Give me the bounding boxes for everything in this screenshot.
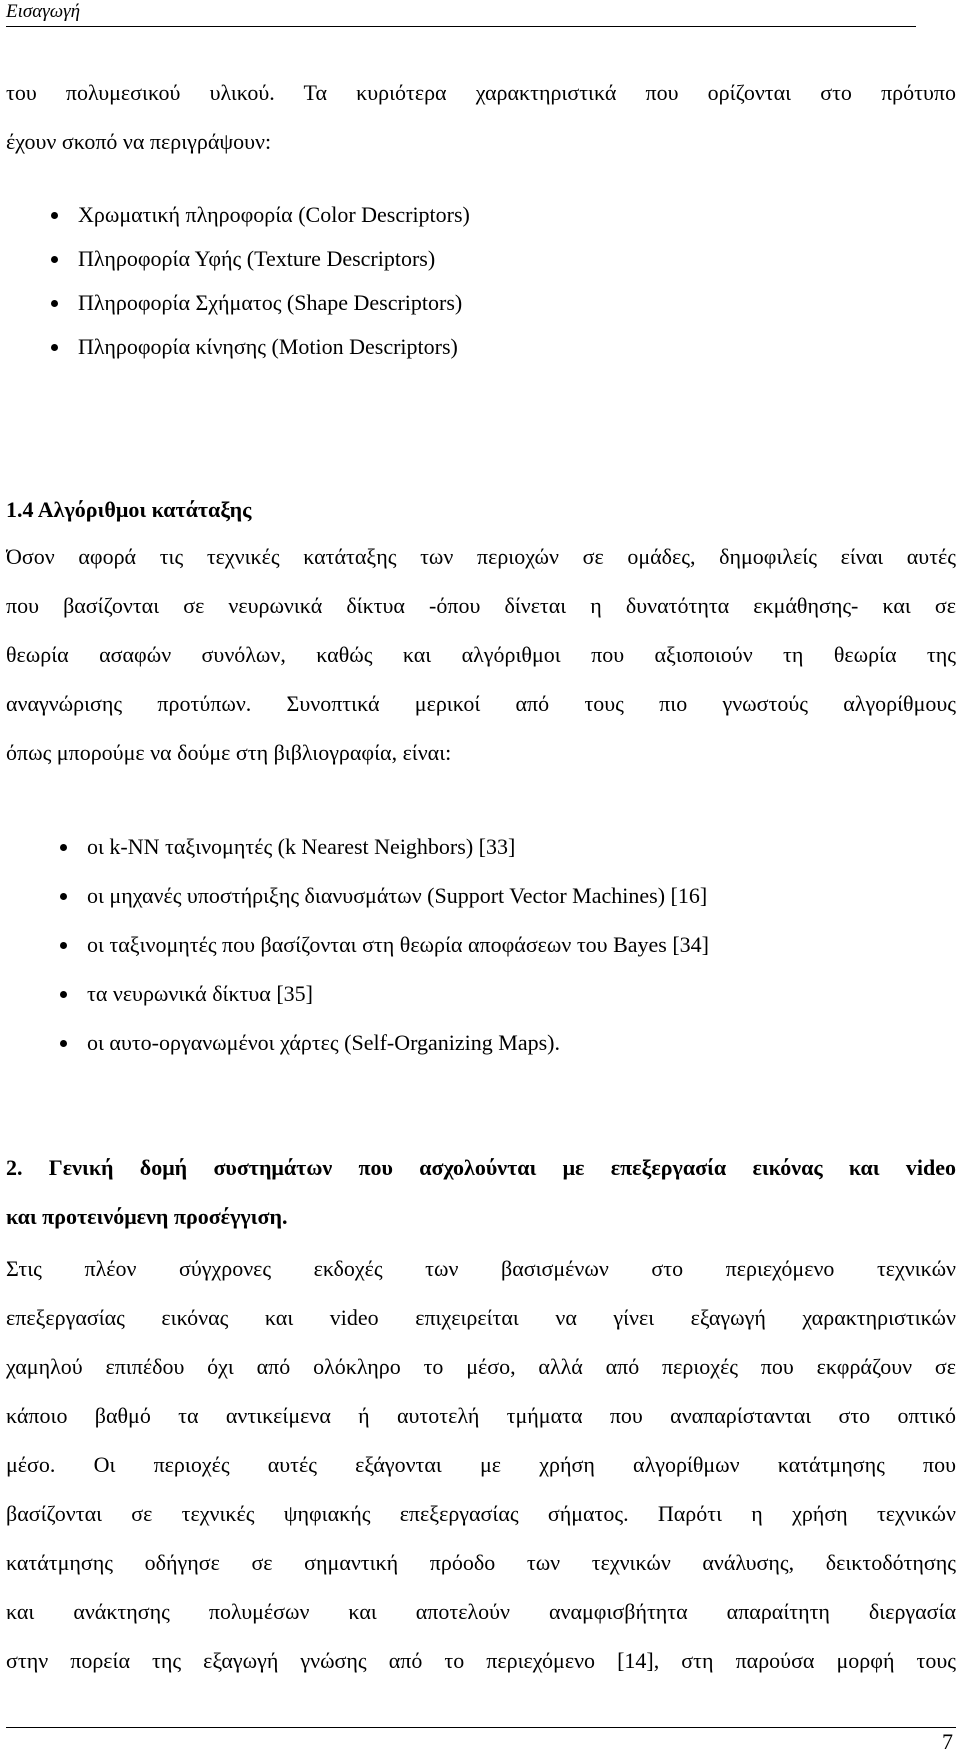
list-item-text: οι k-NN ταξινομητές (k Nearest Neighbors) [33]: [87, 834, 516, 859]
text-line: βασίζονται σε τεχνικές ψηφιακής επεξεργασίας σήματος. Παρότι η χρήση τεχνικών: [6, 1501, 956, 1526]
list-item-text: οι αυτο-οργανωμένοι χάρτες (Self-Organizing Maps).: [87, 1030, 561, 1055]
section-1-4-paragraph: [6, 532, 956, 777]
list-item: [78, 193, 470, 237]
bullet-icon: [51, 212, 58, 219]
list-item-text: Πληροφορία κίνησης (Motion Descriptors): [78, 334, 458, 359]
list-item-text: Χρωματική πληροφορία (Color Descriptors): [78, 202, 470, 227]
list-item-text: Πληροφορία Υφής (Texture Descriptors): [78, 246, 436, 271]
text-line: κάποιο βαθμό τα αντικείμενα ή αυτοτελή τμήματα που αναπαρίστανται στο οπτικό: [6, 1403, 956, 1428]
algorithm-list: [87, 822, 709, 1067]
list-item-text: τα νευρωνικά δίκτυα [35]: [87, 981, 313, 1006]
running-title: Εισαγωγή: [6, 1, 81, 22]
text-line: θεωρία ασαφών συνόλων, καθώς και αλγόριθμοι που αξιοποιούν τη θεωρία της: [6, 642, 956, 667]
bullet-icon: [60, 942, 67, 949]
descriptor-list: [78, 193, 470, 369]
text-line: Στις πλέον σύγχρονες εκδοχές των βασισμένων στο περιεχόμενο τεχνικών: [6, 1256, 956, 1281]
section-heading: 2. Γενική δομή συστημάτων που ασχολούνται με επεξεργασία εικόνας και video: [6, 1155, 956, 1180]
intro-paragraph: [6, 68, 956, 166]
text-line: που βασίζονται σε νευρωνικά δίκτυα -όπου δίνεται η δυνατότητα εκμάθησης- και σε: [6, 593, 956, 618]
text-line: μέσο. Οι περιοχές αυτές εξάγονται με χρήση αλγορίθμων κατάτμησης που: [6, 1452, 956, 1477]
bullet-icon: [51, 344, 58, 351]
list-item-text: οι μηχανές υποστήριξης διανυσμάτων (Support Vector Machines) [16]: [87, 883, 708, 908]
list-item: [87, 969, 709, 1018]
text-line: στην πορεία της εξαγωγή γνώσης από το περιεχόμενο [14], στη παρούσα μορφή τους: [6, 1648, 956, 1673]
bullet-icon: [60, 991, 67, 998]
footer-rule: [6, 1727, 956, 1728]
page-number: 7: [942, 1729, 953, 1754]
list-item-text: οι ταξινομητές που βασίζονται στη θεωρία αποφάσεων του Bayes [34]: [87, 932, 709, 957]
text-line: κατάτμησης οδήγησε σε σημαντική πρόοδο των τεχνικών ανάλυσης, δεικτοδότησης: [6, 1550, 956, 1575]
section-heading: 1.4 Αλγόριθμοι κατάταξης: [6, 497, 252, 522]
section-2-paragraph: [6, 1244, 956, 1685]
text-line: αναγνώρισης προτύπων. Συνοπτικά μερικοί από τους πιο γνωστούς αλγορίθμους: [6, 691, 956, 716]
section-2: [6, 1143, 956, 1685]
list-item: [87, 871, 709, 920]
list-item-text: Πληροφορία Σχήματος (Shape Descriptors): [78, 290, 463, 315]
text-line: επεξεργασίας εικόνας και video επιχειρείται να γίνει εξαγωγή χαρακτηριστικών: [6, 1305, 956, 1330]
list-item: [87, 1018, 709, 1067]
list-item: [78, 281, 470, 325]
text-line: του πολυμεσικού υλικού. Τα κυριότερα χαρακτηριστικά που ορίζονται στο πρότυπο: [6, 80, 956, 105]
bullet-icon: [51, 256, 58, 263]
section-heading-continued: και προτεινόμενη προσέγγιση.: [6, 1204, 288, 1229]
list-item: [87, 822, 709, 871]
bullet-icon: [51, 300, 58, 307]
list-item: [78, 325, 470, 369]
list-item: [78, 237, 470, 281]
text-line: όπως μπορούμε να δούμε στη βιβλιογραφία, είναι:: [6, 740, 452, 765]
text-line: χαμηλού επιπέδου όχι από ολόκληρο το μέσο, αλλά από περιοχές που εκφράζουν σε: [6, 1354, 956, 1379]
section-1-4: [6, 488, 956, 777]
bullet-icon: [60, 1040, 67, 1047]
running-header: [6, 0, 916, 27]
bullet-icon: [60, 844, 67, 851]
bullet-icon: [60, 893, 67, 900]
text-line: έχουν σκοπό να περιγράψουν:: [6, 129, 272, 154]
text-line: και ανάκτησης πολυμέσων και αποτελούν αναμφισβήτητα απαραίτητη διεργασία: [6, 1599, 956, 1624]
text-line: Όσον αφορά τις τεχνικές κατάταξης των περιοχών σε ομάδες, δημοφιλείς είναι αυτές: [6, 544, 956, 569]
list-item: [87, 920, 709, 969]
